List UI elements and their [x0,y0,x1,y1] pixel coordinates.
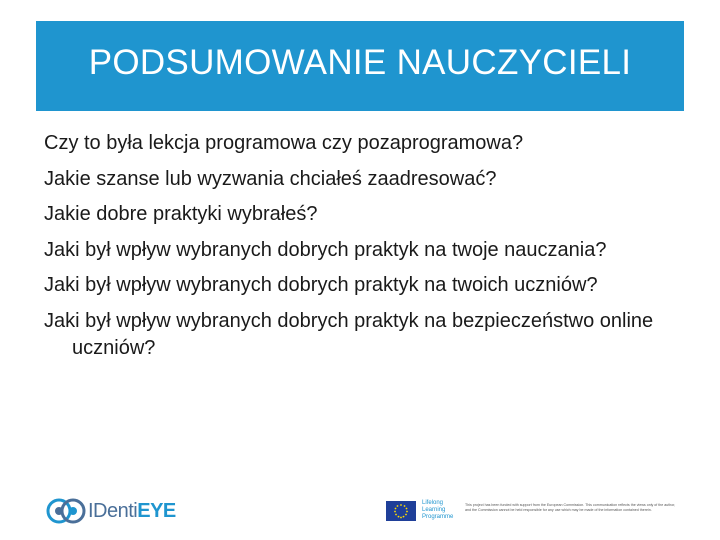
question-item: Jakie szanse lub wyzwania chciałeś zaadresować? [44,167,497,190]
disclaimer-text: This project has been funded with support from the European Commission. This communication reflects the views only of the author, and the Commission cannot be held responsible for any use which may be made of the information contained therein. [465,503,676,513]
logo-text-part-b: EYE [137,500,176,522]
question-item: Jaki był wpływ wybranych dobrych praktyk na twoje nauczania? [44,238,607,261]
question-item: Jakie dobre praktyki wybrałeś? [44,203,318,225]
slide-title: PODSUMOWANIE NAUCZYCIELI [88,43,632,82]
eu-llp-logo [386,500,462,521]
title-bar [36,21,684,111]
footer [0,490,720,532]
question-item: Czy to była lekcja programowa czy pozaprogramowa? [44,132,524,154]
logo-wordmark [88,501,176,521]
eye-logo-icon [46,498,86,524]
identieye-logo [46,496,176,526]
question-item: Jaki był wpływ wybranych dobrych praktyk na bezpieczeństwo online uczniów? [44,309,654,359]
question-list [44,130,674,371]
eu-flag-icon [386,501,416,521]
logo-text-part-a: IDenti [88,500,138,522]
llp-label: Lifelong Learning Programme [422,500,454,520]
question-item: Jaki był wpływ wybranych dobrych praktyk na twoich uczniów? [44,274,598,296]
